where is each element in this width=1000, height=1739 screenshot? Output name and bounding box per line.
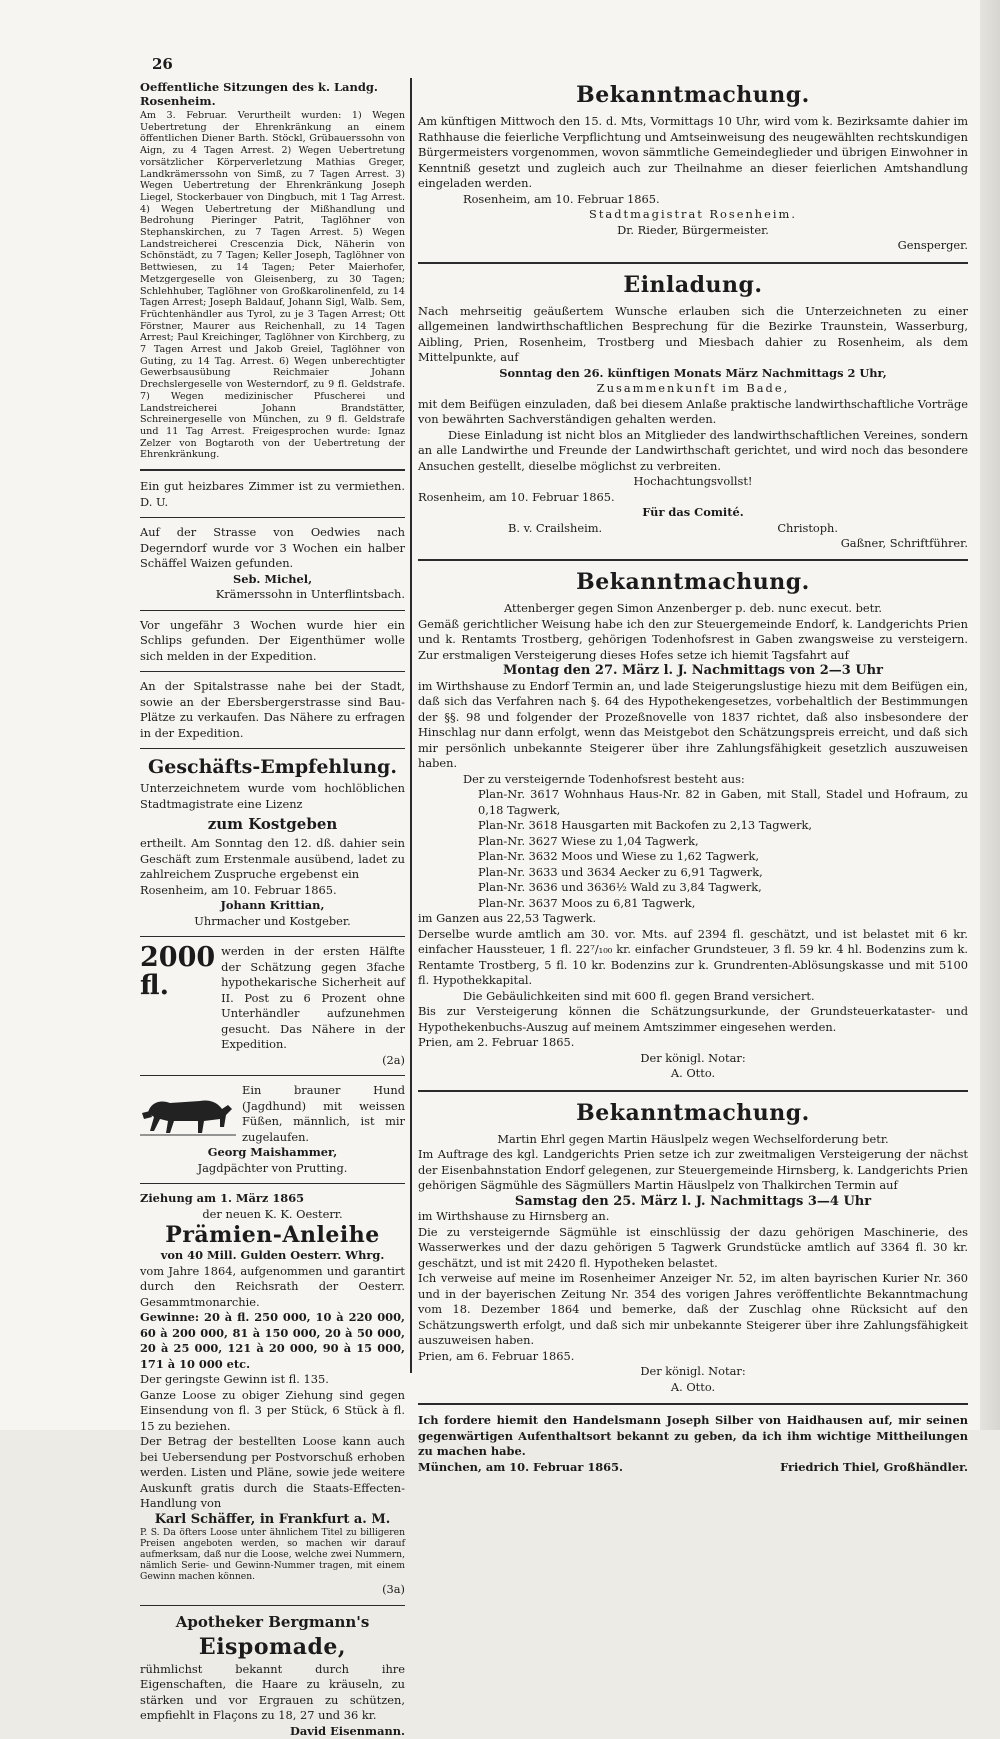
- bekanntmachung-3: [418, 1100, 968, 1396]
- bek2-text4: Derselbe wurde amtlich am 30. vor. Mts. auf 2394 fl. geschätzt, und ist belastet mit 6 kr. einfacher Haussteuer, 1 fl. 22⁷/₁₀₀ kr. einfacher Grundsteuer, 3 fl. 59 kr. 4 hl. Bodenzins zum k. Rentamte Trostberg, 5 fl. 10 kr. Bodenzins zur k. Grundrenten-Ablösungskasse und mit 5100 fl. Hypothekkapital.: [418, 926, 968, 987]
- eispomade-line1: Apotheker Bergmann's: [175, 1612, 370, 1631]
- hund-text: Ein brauner Hund (Jagdhund) mit weissen Füßen, männlich, ist mir zugelaufen.: [242, 1083, 405, 1144]
- right-column: [418, 78, 968, 1474]
- geschaeft-place-date: Rosenheim, am 10. Februar 1865.: [140, 882, 337, 897]
- waizen-notice: [140, 525, 405, 603]
- bek2-case: Attenberger gegen Simon Anzenberger p. deb. nunc execut. betr.: [503, 601, 883, 615]
- einladung-title: Einladung.: [623, 271, 763, 298]
- divider: [418, 262, 968, 264]
- bek2-signer2: A. Otto.: [670, 1066, 716, 1080]
- bek2-item: Plan-Nr. 3617 Wohnhaus Haus-Nr. 82 in Gaben, mit Stall, Stadel und Hofraum, zu 0,18 Tagwerk,: [478, 787, 968, 817]
- bek2-text6: Bis zur Versteigerung können die Schätzungsurkunde, der Grundsteuerkataster- und Hypothekenbuchs-Auszug auf meinem Amtszimmer eingesehen werden.: [418, 1004, 968, 1034]
- divider: [140, 748, 405, 749]
- bek1-clerk: Gensperger.: [897, 238, 968, 252]
- einladung-sign3: Gaßner, Schriftführer.: [840, 535, 968, 550]
- hund-role: Jagdpächter von Prutting.: [197, 1160, 348, 1175]
- eispomade-ad: [140, 1613, 405, 1739]
- bek3-text3: Die zu versteigernde Sägmühle ist einschlüssig der dazu gehörigen Maschinerie, des Wasserwerkes und der dazu gehörigen 5 Tagwerk Grundstücke amtlich auf 3364 fl. 30 kr. geschätzt, und ist mit 2420 fl. Hypotheken belastet.: [418, 1224, 968, 1270]
- einladung-sign1: B. v. Crailsheim.: [508, 520, 603, 535]
- geschaeft-role: Uhrmacher und Kostgeber.: [194, 913, 351, 928]
- bek3-signer1: Der königl. Notar:: [640, 1364, 746, 1378]
- geschaeft-intro: Unterzeichnetem wurde vom hochlöblichen Stadtmagistrate eine Lizenz: [140, 781, 405, 811]
- anleihe-text1: vom Jahre 1864, aufgenommen und garantirt durch den Reichsrath der Oesterr. Gesammtmonarchie.: [140, 1263, 405, 1309]
- bek3-case: Martin Ehrl gegen Martin Häuslpelz wegen Wechselforderung betr.: [497, 1131, 889, 1146]
- hunting-dog-illustration: [140, 1083, 236, 1139]
- waizen-name: Seb. Michel,: [232, 571, 313, 586]
- anleihe-line3: von 40 Mill. Gulden Oesterr. Whrg.: [160, 1248, 385, 1263]
- column-divider: [410, 78, 412, 1373]
- bek2-place-date: Prien, am 2. Februar 1865.: [418, 1035, 575, 1049]
- bek3-title: Bekanntmachung.: [576, 1099, 810, 1126]
- sitzungen-title: Oeffentliche Sitzungen des k. Landg. Rosenheim.: [140, 80, 378, 108]
- aufforderung-place-date: München, am 10. Februar 1865.: [418, 1459, 624, 1474]
- bek2-signer1: Der königl. Notar:: [640, 1050, 746, 1065]
- geschaeft-name: Johann Krittian,: [220, 898, 325, 913]
- divider: [140, 936, 405, 937]
- schlips-notice: Vor ungefähr 3 Wochen wurde hier ein Schlips gefunden. Der Eigenthümer wolle sich melden in der Expedition.: [140, 617, 405, 663]
- bek2-total: im Ganzen aus 22,53 Tagwerk.: [418, 911, 597, 925]
- divider: [140, 610, 405, 611]
- divider: [418, 559, 968, 561]
- bek1-signer: Dr. Rieder, Bürgermeister.: [617, 222, 769, 237]
- page-edge: [980, 0, 1000, 1430]
- anleihe-line2: der neuen K. K. Oesterr.: [202, 1206, 343, 1221]
- page-number: 26: [152, 55, 173, 73]
- eispomade-title: Eispomade,: [198, 1633, 347, 1660]
- bek3-date: Samstag den 25. März l. J. Nachmittags 3—4 Uhr: [514, 1193, 872, 1209]
- einladung-text2: mit dem Beifügen einzuladen, daß bei diesem Anlaße praktische landwirthschaftliche Vorträge von bewährten Sachverständigen gehalten werden.: [418, 396, 968, 426]
- darlehen-ref: (2a): [382, 1052, 405, 1067]
- bek1-text: Am künftigen Mittwoch den 15. d. Mts, Vormittags 10 Uhr, wird vom k. Bezirksamte dahier im Rathhause die feierliche Verpflichtung und Amtseinweisung des neugewählten rechtskundigen Bürgermeisters vorgenommen, wovon sämmtliche Gemeindeglieder und übrigen Einwohner in Kenntniß gesetzt und zugleich auch zur Theilnahme an dieser feierlichen Amtshandlung eingeladen werden.: [418, 114, 968, 190]
- bek3-text4: Ich verweise auf meine im Rosenheimer Anzeiger Nr. 52, im alten bayrischen Kurier Nr. 360 und in der bayerischen Zeitung Nr. 354 des vorigen Jahres veröffentlichte Bekanntmachung vom 18. Dezember 1864 und bemerke, daß der Zuschlag ohne Rücksicht auf den Schätzungswerth erfolgt, und daß sich mir unbekannte Steigerer über ihre Zahlungsfähigkeit auszuweisen haben.: [418, 1271, 968, 1347]
- aufforderung-signer: Friedrich Thiel, Großhändler.: [780, 1459, 968, 1474]
- sitzungen-text: Am 3. Februar. Verurtheilt wurden: 1) Wegen Uebertretung der Ehrenkränkung an einem öffentlichen Diener Barth. Stöckl, Grübauerssohn von Aign, zu 4 Tagen Arrest. 2) Wegen Uebertretung vorsätzlicher Körperverletzung Mathias Greger, Landkrämerssohn von Simß, zu 7 Tagen Arrest. 3) Wegen Uebertretung der Ehrenkränkung Joseph Liegel, Stockerbauer von Dingbuch, mit 1 Tag Arrest. 4) Wegen Uebertretung der Mißhandlung und Bedrohung Pieringer Patrit, Taglöhner von Stephanskirchen, zu 7 Tagen Arrest. 5) Wegen Landstreicherei Crescenzia Dick, Näherin von Schönstädt, zu 7 Tagen; Keller Joseph, Taglöhner von Bettwiesen, zu 14 Tagen; Peter Maierhofer, Metzgergeselle von Gleisenberg, zu 30 Tagen; Schlehhuber, Taglöhner von Großkarolinenfeld, zu 14 Tagen Arrest; Joseph Baldauf, Johann Sigl, Walb. Sem, Früchtenhändler aus Tyrol, zu je 3 Tagen Arrest; Ott Förstner, Maurer aus Reichenhall, zu 14 Tagen Arrest; Paul Kreichinger, Taglöhner von Kirchberg, zu 7 Tagen Arrest und Jakob Greiel, Taglöhner von Guting, zu 14 Tag. Arrest. 6) Wegen unberechtigter Gewerbsausübung Reichmaier Johann Drechslergeselle von Westerndorf, zu 9 fl. Geldstrafe. 7) Wegen medizinischer Pfuscherei und Landstreicherei Johann Brandstätter, Schreinergeselle von München, zu 9 fl. Geldstrafe und 11 Tag Arrest. Freigesprochen wurde: Ignaz Zelzer von Bogtaroth von der Uebertretung der Ehrenkränkung.: [140, 110, 405, 461]
- hund-name: Georg Maishammer,: [207, 1145, 338, 1160]
- divider: [140, 1075, 405, 1076]
- bek3-text1: Im Auftrage des kgl. Landgerichts Prien setze ich zur zweitmaligen Versteigerung der nächst der Eisenbahnstation Endorf gelegenen, zur Steuergemeinde Hirnsberg, k. Landgerichts Prien gehörigen Sägmühle des Sägmüllers Martin Häuslpelz von Thalkirchen Termin auf: [418, 1147, 968, 1192]
- bauplaetze-ad: An der Spitalstrasse nahe bei der Stadt, sowie an der Ebersbergerstrasse sind Bau-Plätze zu verkaufen. Das Nähere zu erfragen in der Expedition.: [140, 679, 405, 740]
- waizen-text: Auf der Strasse von Oedwies nach Degerndorf wurde vor 3 Wochen ein halber Schäffel Waizen gefunden.: [140, 525, 405, 571]
- waizen-role: Krämerssohn in Unterflintsbach.: [215, 587, 405, 602]
- anleihe-firm: Karl Schäffer, in Frankfurt a. M.: [154, 1511, 391, 1527]
- sitzungen-notice: [140, 80, 405, 461]
- anleihe-text2: Der geringste Gewinn ist fl. 135.: [140, 1372, 329, 1387]
- geschaeft-title: Geschäfts-Empfehlung.: [148, 756, 397, 779]
- hund-notice: [140, 1083, 405, 1176]
- geschaeft-text: ertheilt. Am Sonntag den 12. dß. dahier sein Geschäft zum Erstenmale ausübend, ladet zu zahlreichem Zuspruche ergebenst ein: [140, 836, 405, 882]
- eispomade-text: rühmlichst bekannt durch ihre Eigenschaften, die Haare zu kräuseln, zu stärken und vor Ergrauen zu schützen, empfiehlt in Flaçons zu 18, 27 und 36 kr.: [140, 1661, 405, 1723]
- divider: [140, 1183, 405, 1184]
- bek2-item: Plan-Nr. 3633 und 3634 Aecker zu 6,91 Tagwerk,: [478, 864, 763, 879]
- einladung-place-date: Rosenheim, am 10. Februar 1865.: [418, 489, 615, 504]
- bek2-item: Plan-Nr. 3636 und 3636½ Wald zu 3,84 Tagwerk,: [478, 880, 762, 894]
- bek3-place-date: Prien, am 6. Februar 1865.: [418, 1348, 575, 1363]
- bek2-item: Plan-Nr. 3627 Wiese zu 1,04 Tagwerk,: [478, 833, 699, 848]
- eispomade-name: David Eisenmann.: [289, 1723, 405, 1738]
- darlehen-ad: [140, 944, 405, 1068]
- geschaeft-ad: [140, 756, 405, 929]
- bek2-text2: im Wirthshause zu Endorf Termin an, und lade Steigerungslustige hiezu mit dem Beifügen ein, daß sich das Verfahren nach §. 64 des Hypothekengesetzes, vorbehaltlich der Bestimmungen der §§. 98 und folgender der Prozeßnovelle von 1837 richtet, daß also insbesondere der Hinschlag nur dann erfolgt, wenn das Meistgebot den Schätzungspreis erreicht, und daß sich mir persönlich unbekannte Steigerer über ihre Zahlungsfähigkeit gesetzlich auszuweisen haben.: [418, 678, 968, 770]
- anleihe-text3: Ganze Loose zu obiger Ziehung sind gegen Einsendung von fl. 3 per Stück, 6 Stück à fl. 15 zu beziehen.: [140, 1387, 405, 1433]
- anleihe-ad: [140, 1191, 405, 1598]
- bek2-text1: Gemäß gerichtlicher Weisung habe ich den zur Steuergemeinde Endorf, k. Landgerichts Prien und k. Rentamts Trostberg, gehörigen Todenhofsrest in Gaben zwangsweise zu versteigern. Zur erstmaligen Versteigerung dieses Hofes setze ich hiemit Tagsfahrt auf: [418, 616, 968, 662]
- einladung: [418, 272, 968, 552]
- anleihe-line1: Ziehung am 1. März 1865: [140, 1191, 305, 1206]
- divider: [418, 1090, 968, 1092]
- einladung-text3: Diese Einladung ist nicht blos an Mitglieder des landwirthschaftlichen Vereines, sondern an alle Landwirthe und Freunde der Landwirthschaft gerichtet, und wird noch das besondere Ansuchen gestellt, dieselbe möglichst zu verbreiten.: [418, 427, 968, 473]
- bekanntmachung-1: [418, 82, 968, 254]
- divider: [140, 517, 405, 518]
- anleihe-text4: Der Betrag der bestellten Loose kann auch bei Uebersendung per Postvorschuß erhoben werden. Listen und Pläne, sowie jede weitere Auskunft gratis durch die Staats-Effecten-Handlung von: [140, 1434, 405, 1511]
- bek2-date: Montag den 27. März l. J. Nachmittags von 2—3 Uhr: [503, 663, 883, 678]
- anleihe-gewinne: Gewinne: 20 à fl. 250 000, 10 à 220 000, 60 à 200 000, 81 à 150 000, 20 à 50 000, 20 à 25 000, 121 à 20 000, 90 à 15 000, 171 à 10 000 etc.: [140, 1310, 405, 1371]
- divider: [140, 469, 405, 471]
- bek2-title: Bekanntmachung.: [576, 569, 810, 595]
- left-column: [140, 78, 405, 1738]
- divider: [140, 671, 405, 672]
- bek1-title: Bekanntmachung.: [576, 82, 810, 108]
- bek2-text3: Der zu versteigernde Todenhofsrest besteht aus:: [463, 771, 745, 786]
- bek3-text2: im Wirthshause zu Hirnsberg an.: [418, 1209, 610, 1223]
- divider: [418, 1403, 968, 1405]
- darlehen-amount: 2000 fl.: [140, 942, 216, 1002]
- einladung-date: Sonntag den 26. künftigen Monats März Nachmittags 2 Uhr,: [499, 365, 887, 380]
- bek2-item: Plan-Nr. 3618 Hausgarten mit Backofen zu 2,13 Tagwerk,: [478, 818, 813, 832]
- aufforderung-notice: [418, 1413, 968, 1475]
- zimmer-ad: Ein gut heizbares Zimmer ist zu vermiethen. D. U.: [140, 479, 405, 509]
- bek3-signer2: A. Otto.: [670, 1379, 716, 1394]
- anleihe-ps: P. S. Da öfters Loose unter ähnlichem Titel zu billigeren Preisen angeboten werden, so machen wir darauf aufmerksam, daß nur die Loose, welche zwei Nummern, nämlich Serie- und Gewinn-Nummer tragen, mit einem Gewinn machen können.: [140, 1527, 405, 1583]
- anleihe-ref: (3a): [382, 1582, 405, 1597]
- einladung-sign2: Christoph.: [777, 520, 838, 535]
- bek2-item: Plan-Nr. 3632 Moos und Wiese zu 1,62 Tagwerk,: [478, 849, 760, 863]
- einladung-committee: Für das Comité.: [642, 505, 744, 519]
- bek2-item: Plan-Nr. 3637 Moos zu 6,81 Tagwerk,: [478, 895, 696, 910]
- bekanntmachung-2: [418, 569, 968, 1082]
- darlehen-text: werden in der ersten Hälfte der Schätzung gegen 3fache hypothekarische Sicherheit auf II. Post zu 6 Prozent ohne Unterhändler aufzunehmen gesucht. Das Nähere in der Expedition.: [221, 944, 405, 1052]
- anleihe-title: Prämien-Anleihe: [165, 1222, 380, 1249]
- einladung-greeting: Hochachtungsvollst!: [633, 474, 753, 488]
- geschaeft-highlight: zum Kostgeben: [207, 815, 338, 834]
- einladung-text1: Nach mehrseitig geäußertem Wunsche erlauben sich die Unterzeichneten zu einer allgemeinen landwirthschaftlichen Besprechung für die Bezirke Traunstein, Wasserburg, Aibling, Prien, Rosenheim, Trostberg und Miesbach dahier zu Rosenheim, als dem Mittelpunkte, auf: [418, 303, 968, 364]
- aufforderung-text: Ich fordere hiemit den Handelsmann Joseph Silber von Haidhausen auf, mir seinen gegenwärtigen Aufenthaltsort bekannt zu geben, da ich ihm wichtige Mittheilungen zu machen habe.: [418, 1413, 968, 1458]
- bek1-issuer: Stadtmagistrat Rosenheim.: [589, 207, 797, 221]
- divider: [140, 1605, 405, 1606]
- bek2-text5: Die Gebäulichkeiten sind mit 600 fl. gegen Brand versichert.: [463, 988, 815, 1003]
- einladung-venue: Zusammenkunft im Bade,: [596, 381, 790, 395]
- bek1-place-date: Rosenheim, am 10. Februar 1865.: [463, 191, 660, 206]
